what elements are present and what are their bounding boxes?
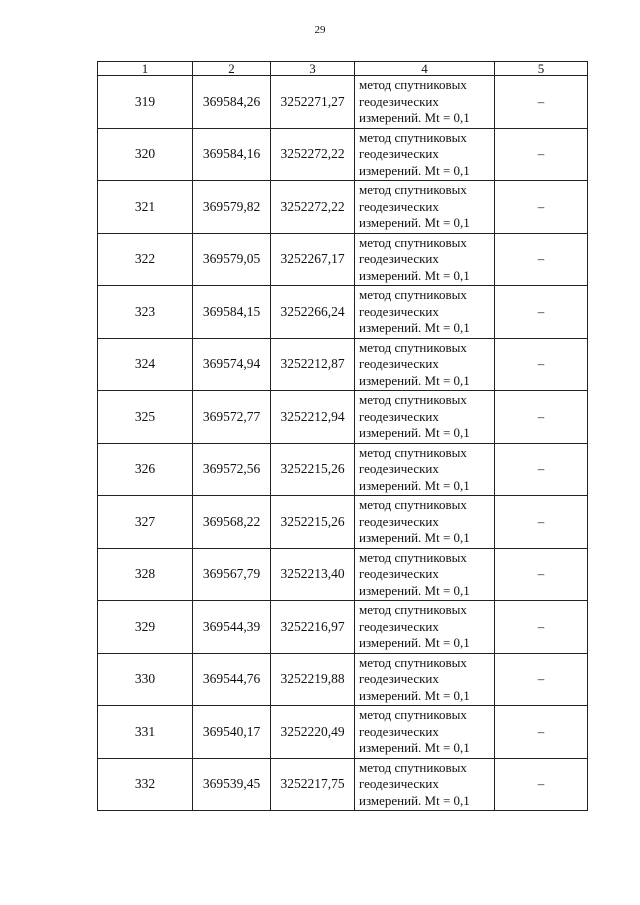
point-number-cell: 328: [98, 548, 193, 601]
table-row: [98, 338, 588, 391]
coordinate-y-cell: 3252212,87: [271, 338, 355, 391]
method-text-line: измерений. Mt = 0,1: [359, 477, 470, 493]
column-header-2: 2: [193, 62, 271, 76]
method-text-line: метод спутниковых: [359, 602, 467, 617]
method-text-line: метод спутниковых: [359, 497, 467, 512]
method-text-line: измерений. Mt = 0,1: [359, 320, 470, 335]
table-row: [98, 496, 588, 549]
method-text-line: геодезических: [359, 303, 439, 319]
method-text-line: геодезических: [359, 146, 439, 161]
point-number-cell: 321: [98, 181, 193, 234]
method-text-line: измерений. Mt = 0,1: [359, 687, 470, 703]
point-number-cell: 319: [98, 76, 193, 129]
note-cell: –: [495, 758, 588, 811]
note-cell: –: [495, 548, 588, 601]
note-cell: –: [495, 391, 588, 444]
point-number-cell: 327: [98, 496, 193, 549]
point-number-cell: 320: [98, 128, 193, 181]
coordinate-x-cell: 369572,56: [193, 443, 271, 496]
method-text-line: метод спутниковых: [359, 339, 467, 355]
method-text-line: метод спутниковых: [359, 444, 467, 460]
method-text-line: геодезических: [359, 723, 439, 739]
method-text-line: измерений. Mt = 0,1: [359, 740, 470, 755]
coordinate-y-cell: 3252220,49: [271, 706, 355, 759]
coordinate-y-cell: 3252272,22: [271, 128, 355, 181]
method-text-line: измерений. Mt = 0,1: [359, 582, 470, 598]
method-cell: [355, 548, 495, 601]
method-text-line: геодезических: [359, 671, 439, 686]
coordinate-x-cell: 369584,15: [193, 286, 271, 339]
header-row: [98, 62, 588, 76]
method-cell: [355, 601, 495, 654]
note-cell: –: [495, 128, 588, 181]
table-row: [98, 601, 588, 654]
method-text-line: измерений. Mt = 0,1: [359, 215, 470, 230]
method-text-line: геодезических: [359, 566, 439, 581]
method-cell: [355, 758, 495, 811]
note-cell: –: [495, 443, 588, 496]
coordinate-x-cell: 369584,26: [193, 76, 271, 129]
coordinate-y-cell: 3252266,24: [271, 286, 355, 339]
note-cell: –: [495, 233, 588, 286]
coordinate-y-cell: 3252217,75: [271, 758, 355, 811]
table-row: [98, 181, 588, 234]
method-text-line: геодезических: [359, 251, 439, 266]
point-number-cell: 330: [98, 653, 193, 706]
method-text-line: метод спутниковых: [359, 549, 467, 565]
note-cell: –: [495, 286, 588, 339]
point-number-cell: 332: [98, 758, 193, 811]
method-text-line: измерений. Mt = 0,1: [359, 162, 470, 178]
method-cell: [355, 653, 495, 706]
column-header-3: 3: [271, 62, 355, 76]
coordinate-x-cell: 369584,16: [193, 128, 271, 181]
method-text-line: метод спутниковых: [359, 287, 467, 302]
method-text-line: метод спутниковых: [359, 77, 467, 92]
note-cell: –: [495, 496, 588, 549]
table-row: [98, 548, 588, 601]
note-cell: –: [495, 601, 588, 654]
method-cell: [355, 128, 495, 181]
point-number-cell: 325: [98, 391, 193, 444]
table-header: [98, 62, 588, 76]
coordinate-y-cell: 3252216,97: [271, 601, 355, 654]
method-text-line: геодезических: [359, 356, 439, 371]
coordinate-x-cell: 369540,17: [193, 706, 271, 759]
page-number: 29: [314, 24, 326, 36]
point-number-cell: 322: [98, 233, 193, 286]
table-row: [98, 128, 588, 181]
method-text-line: геодезических: [359, 776, 439, 791]
method-text-line: геодезических: [359, 618, 439, 634]
method-text-line: измерений. Mt = 0,1: [359, 792, 470, 808]
method-text-line: метод спутниковых: [359, 129, 467, 145]
note-cell: –: [495, 181, 588, 234]
table-row: [98, 443, 588, 496]
method-text-line: метод спутниковых: [359, 234, 467, 250]
method-cell: [355, 338, 495, 391]
method-cell: [355, 286, 495, 339]
method-cell: [355, 443, 495, 496]
point-number-cell: 324: [98, 338, 193, 391]
method-cell: [355, 181, 495, 234]
coordinate-y-cell: 3252271,27: [271, 76, 355, 129]
coordinate-y-cell: 3252215,26: [271, 443, 355, 496]
method-cell: [355, 391, 495, 444]
coordinate-y-cell: 3252267,17: [271, 233, 355, 286]
note-cell: –: [495, 76, 588, 129]
column-header-5: 5: [495, 62, 588, 76]
table-row: [98, 391, 588, 444]
table-body: [98, 76, 588, 811]
method-text-line: измерений. Mt = 0,1: [359, 530, 470, 545]
method-text-line: измерений. Mt = 0,1: [359, 635, 470, 650]
coordinate-y-cell: 3252215,26: [271, 496, 355, 549]
coordinate-y-cell: 3252212,94: [271, 391, 355, 444]
coordinate-x-cell: 369567,79: [193, 548, 271, 601]
coordinate-x-cell: 369579,05: [193, 233, 271, 286]
coordinate-x-cell: 369579,82: [193, 181, 271, 234]
point-number-cell: 326: [98, 443, 193, 496]
coordinates-table: [97, 61, 588, 811]
method-cell: [355, 76, 495, 129]
coordinate-x-cell: 369574,94: [193, 338, 271, 391]
point-number-cell: 331: [98, 706, 193, 759]
coordinate-x-cell: 369539,45: [193, 758, 271, 811]
table-row: [98, 76, 588, 129]
table-row: [98, 233, 588, 286]
method-text-line: метод спутниковых: [359, 759, 467, 775]
method-cell: [355, 496, 495, 549]
method-text-line: геодезических: [359, 513, 439, 529]
coordinate-x-cell: 369572,77: [193, 391, 271, 444]
point-number-cell: 329: [98, 601, 193, 654]
method-text-line: измерений. Mt = 0,1: [359, 267, 470, 283]
method-text-line: метод спутниковых: [359, 392, 467, 407]
coordinate-x-cell: 369544,39: [193, 601, 271, 654]
table-row: [98, 286, 588, 339]
method-text-line: геодезических: [359, 198, 439, 214]
note-cell: –: [495, 653, 588, 706]
coordinate-y-cell: 3252219,88: [271, 653, 355, 706]
table-row: [98, 706, 588, 759]
method-text-line: геодезических: [359, 93, 439, 109]
point-number-cell: 323: [98, 286, 193, 339]
coordinate-x-cell: 369544,76: [193, 653, 271, 706]
method-text-line: геодезических: [359, 461, 439, 476]
note-cell: –: [495, 706, 588, 759]
method-cell: [355, 233, 495, 286]
method-text-line: метод спутниковых: [359, 707, 467, 722]
column-header-4: 4: [355, 62, 495, 76]
method-text-line: метод спутниковых: [359, 654, 467, 670]
coordinate-x-cell: 369568,22: [193, 496, 271, 549]
note-cell: –: [495, 338, 588, 391]
table-row: [98, 653, 588, 706]
method-text-line: метод спутниковых: [359, 182, 467, 197]
method-text-line: геодезических: [359, 408, 439, 424]
column-header-1: 1: [98, 62, 193, 76]
method-text-line: измерений. Mt = 0,1: [359, 372, 470, 388]
method-cell: [355, 706, 495, 759]
method-text-line: измерений. Mt = 0,1: [359, 110, 470, 125]
method-text-line: измерений. Mt = 0,1: [359, 425, 470, 440]
coordinate-y-cell: 3252272,22: [271, 181, 355, 234]
coordinate-y-cell: 3252213,40: [271, 548, 355, 601]
table-row: [98, 758, 588, 811]
